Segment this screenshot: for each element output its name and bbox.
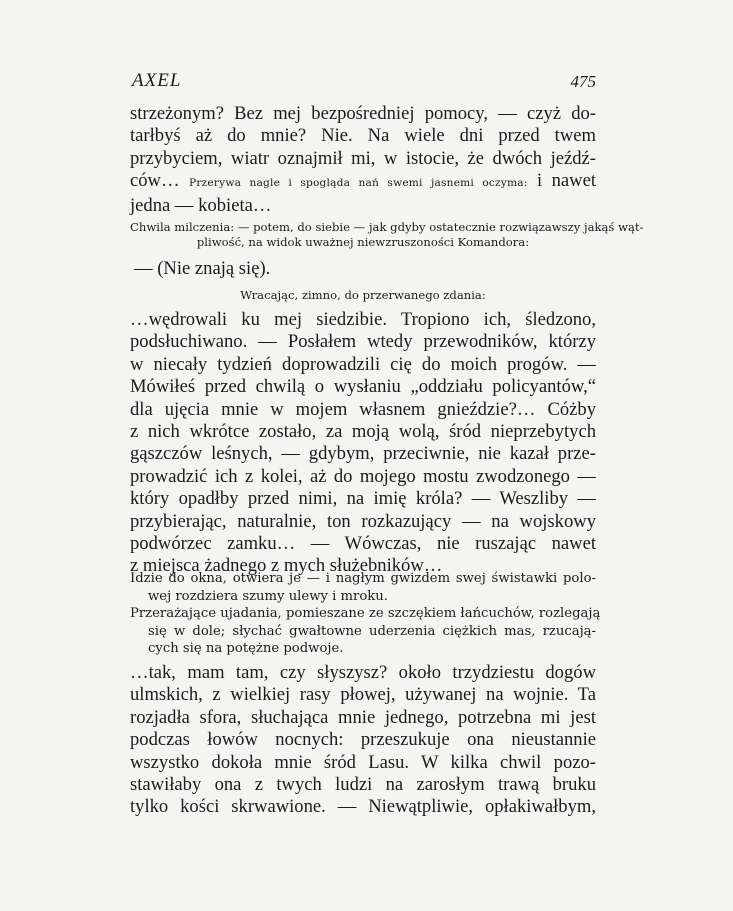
inline-stage-direction: Przerywa nagle i spogląda nań swemi jasnemi oczyma: [189,177,528,190]
speech-line [130,258,596,280]
text-line: podsłuchiwano. — Posłałem wtedy przewodników, którzy [130,331,596,353]
text-line: prowadzić ich z kolei, aż do mojego mostu zwodzonego — [130,465,596,487]
text-line: ulmskich, z wielkiej rasy płowej, używanej na wojnie. Ta [130,684,596,706]
stage-direction-1 [130,220,644,250]
text-line-with-stage-direction [130,170,596,194]
stage-line: Przerażające ujadania, pomieszane ze szczękiem łańcuchów, rozlegają [130,606,601,622]
text-line: dla ujęcia mnie w mojem własnem gnieździe?… Cóżby [130,398,596,420]
stage-direction-2 [130,288,596,303]
text-line: strzeżonym? Bez mej bezpośredniej pomocy, — czyż do- [130,103,596,124]
text-line: podczas łowów nocnych: przeszukuje ona nieustannie [130,729,596,751]
text-line: …tak, mam tam, czy słyszysz? około trzydziestu dogów [130,662,596,683]
stage-line: wej rozdziera szumy ulewy i mroku. [148,588,388,604]
stage-line: Idzie do okna, otwiera je — i nagłym gwizdem swej świstawki polo- [130,571,596,586]
text-line: …wędrowali ku mej siedzibie. Tropiono ich, śledzono, [130,309,596,330]
page-header [130,70,596,94]
text-line: Mówiłeś przed chwilą o wysłaniu „oddziału policyantów,“ [130,376,596,398]
text-line: w niecały tydzień doprowadzili cię do moich progów. — [130,353,596,375]
book-page [130,0,644,911]
paragraph-3 [130,662,596,819]
text-line: jedna — kobieta… [130,194,272,216]
text-line: z miejsca żadnego z mych służebników… [130,555,443,577]
stage-line: cych się na potężne podwoje. [148,641,344,657]
page-number: 475 [570,72,596,91]
stage-line: się w dole; słychać gwałtowne uderzenia ciężkich mas, rzucają- [148,623,596,639]
text-line: z nich wkrótce zostało, za moją wolą, śród nieprzebytych [130,421,596,443]
stage-direction-3 [130,570,601,658]
paragraph-1 [130,103,596,217]
running-title: AXEL [132,70,182,91]
text-line: który opadłby przed nimi, na imię króla? — Weszliby — [130,488,596,510]
text-line: rozjadła sfora, słuchająca mnie jednego, potrzebna mi jest [130,706,596,728]
stage-line: Wracając, zimno, do przerwanego zdania: [240,288,486,302]
text-line: tylko kości skrwawione. — Niewątpliwie, opłakiwałbym, [130,796,596,818]
text-line: gąszczów leśnych, — gdybym, przeciwnie, nie kazał prze- [130,443,596,465]
stage-line: Chwila milczenia: — potem, do siebie — jak gdyby ostatecznie rozwiązawszy jakąś wąt- [130,220,644,234]
text-line: wszystko dokoła mnie śród Lasu. W kilka chwil pozo- [130,751,596,773]
text-line: podwórzec zamku… — Wówczas, nie ruszając nawet [130,533,596,555]
text-line: przybyciem, wiatr oznajmił mi, w istocie, że dwóch jeźdź- [130,147,596,169]
text-fragment: i nawet [536,170,596,192]
text-line: przybierając, naturalnie, ton rozkazujący — na wojskowy [130,510,596,532]
text-fragment: ców… [130,170,180,192]
text-line: — (Nie znają się). [134,258,271,279]
text-line: tarłbyś aż do mnie? Nie. Na wiele dni przed twem [130,125,596,147]
stage-line: pliwość, na widok uważnej niewzruszoności Komandora: [196,235,530,249]
text-line: stawiłaby ona z twych ludzi na zarosłym trawą bruku [130,774,596,796]
paragraph-2 [130,309,596,578]
